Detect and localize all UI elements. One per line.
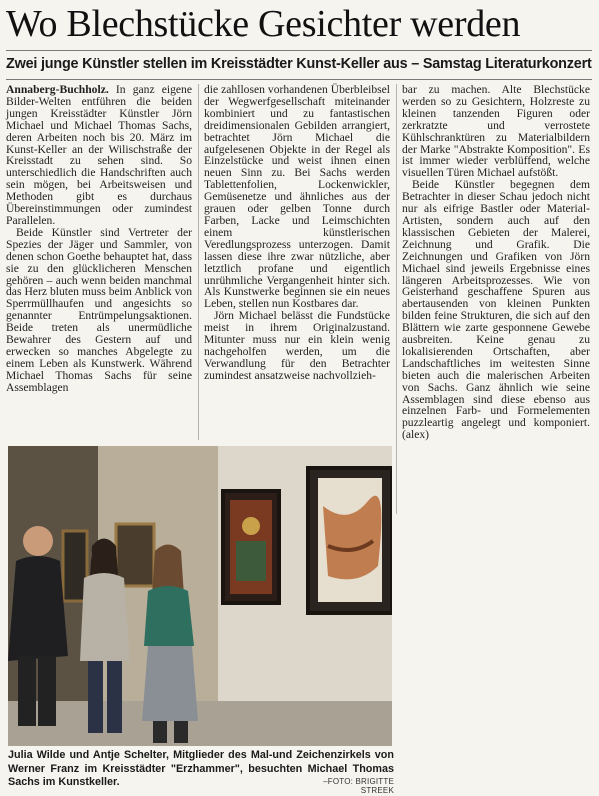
paragraph-text: In ganz eigene Bilder-Welten entführen die beiden jungen Kreisstädter Künstler Jörn Michael und Michael Thomas Sachs, deren Arbeiten noch bis 20. März im Kunst-Keller an der Wilischstraße der Kreisstadt zu sehen sind. So unterschiedlich die Handschriften auch sein mögen, bei Arbeitsweisen und Methoden gibt es durchaus Übereinstimmungen oder zumindest Parallelen.: [6, 83, 192, 227]
photo-credit: –FOTO: BRIGITTE STREEK: [323, 777, 394, 795]
dateline: Annaberg-Buchholz.: [6, 83, 109, 96]
column-divider: [396, 84, 397, 514]
photo-caption: Julia Wilde und Antje Schelter, Mitglieder des Mal-und Zeichenzirkels von Werner Franz im Kreisstädter "Erzhammer", besuchten Michael Thomas Sachs im Kunstkeller.: [8, 749, 394, 788]
subheadline: Zwei junge Künstler stellen im Kreisstädter Kunst-Keller aus – Samstag Literaturkonzert: [6, 56, 592, 72]
photo-illustration: [8, 446, 392, 746]
subheadline-rule: [6, 79, 592, 80]
article-paragraph: [6, 84, 192, 227]
headline: Wo Blechstücke Gesichter werden: [6, 3, 521, 45]
headline-rule: [6, 50, 592, 51]
article-column-2: [204, 84, 390, 382]
article-paragraph: Beide Künstler sind Vertreter der Spezies der Jäger und Sammler, von denen schon Goethe behauptet hat, dass sie zu den glücklicheren Menschen gehören – auch wenn beiden manchmal das Herz bluten muss beim Anblick von Sperrmüllhaufen und angesichts so genannter Entrümpelungsaktionen. Beide treten als unermüdliche Bewahrer des Gestern auf und erwecken so manches Abgelegte zu einem Leben als Kunstwerk. Während Michael Thomas Sachs für seine Assemblagen: [6, 225, 192, 394]
column-divider: [198, 84, 199, 440]
article-paragraph: Jörn Michael belässt die Fundstücke meist in ihrem Originalzustand. Mitunter muss nur ein klein wenig nachgeholfen werden, um die Verwandlung für den Betrachter zumindest ansatzweise nachvollzieh-: [204, 309, 390, 382]
article-paragraph: Beide Künstler begegnen dem Betrachter in dieser Schau jedoch nicht nur als eifrige Bastler oder Material-Artisten, sondern auch auf den klassischen Gebieten der Malerei, Zeichnung und Grafik. Die Zeichnungen und Grafiken von Jörn Michael sind jeweils Ergebnisse eines längeren Arbeitsprozesses. Wie von Geisterhand geschaffene Spuren aus abertausenden von kleinen Punkten bilden feine Strukturen, die sich auf den Blättern wie zarte gesponnene Gewebe ausbreiten. Keine genau zu lokalisierenden Ortschaften, aber Landschaftliches im weitesten Sinne bieten auch die malerischen Arbeiten von Sachs. Ganz ähnlich wie seine Assemblagen sind diese ebenso aus einzelnen Farb- und Formelementen puzzleartig angelegt und komponiert. (alex): [402, 178, 590, 442]
article-column-1: [6, 84, 192, 394]
article-column-3: [402, 84, 590, 441]
gallery-photo: [8, 446, 392, 746]
painting-frame: [116, 524, 154, 586]
article-paragraph: bar zu machen. Alte Blechstücke werden so zu Gesichtern, Holzreste zu kleinen tanzenden Figuren oder zerkratzte und verrostete Kühlschranktüren zu Materialbildern der Marke "Abstrakte Komposition". Es ist immer wieder verblüffend, welche visuellen Türen Michael aufstößt.: [402, 83, 590, 180]
article-paragraph: die zahllosen vorhandenen Überbleibsel der Wegwerfgesellschaft miteinander kombiniert und zu fantastischen dreidimensionalen Gebilden arrangiert, betrachtet Jörn Michael die aufgelesenen Objekte in der Regel als Einzelstücke und weist ihnen einen neuen Sinn zu. Bei Sachs werden Tablettenfolien, Lockenwickler, Gemüsenetze und ähnliches aus der grauen oder gelben Tonne durch Farben, Lacke und Leimschichten einem künstlerischen Veredlungsprozess unterzogen. Damit lassen diese ihre zwar nützliche, aber letztlich profane und eigentlich unrühmliche Vergangenheit hinter sich. Als Kunstwerke beginnen sie ein neues Leben, stellen nun Kostbares dar.: [204, 83, 390, 311]
